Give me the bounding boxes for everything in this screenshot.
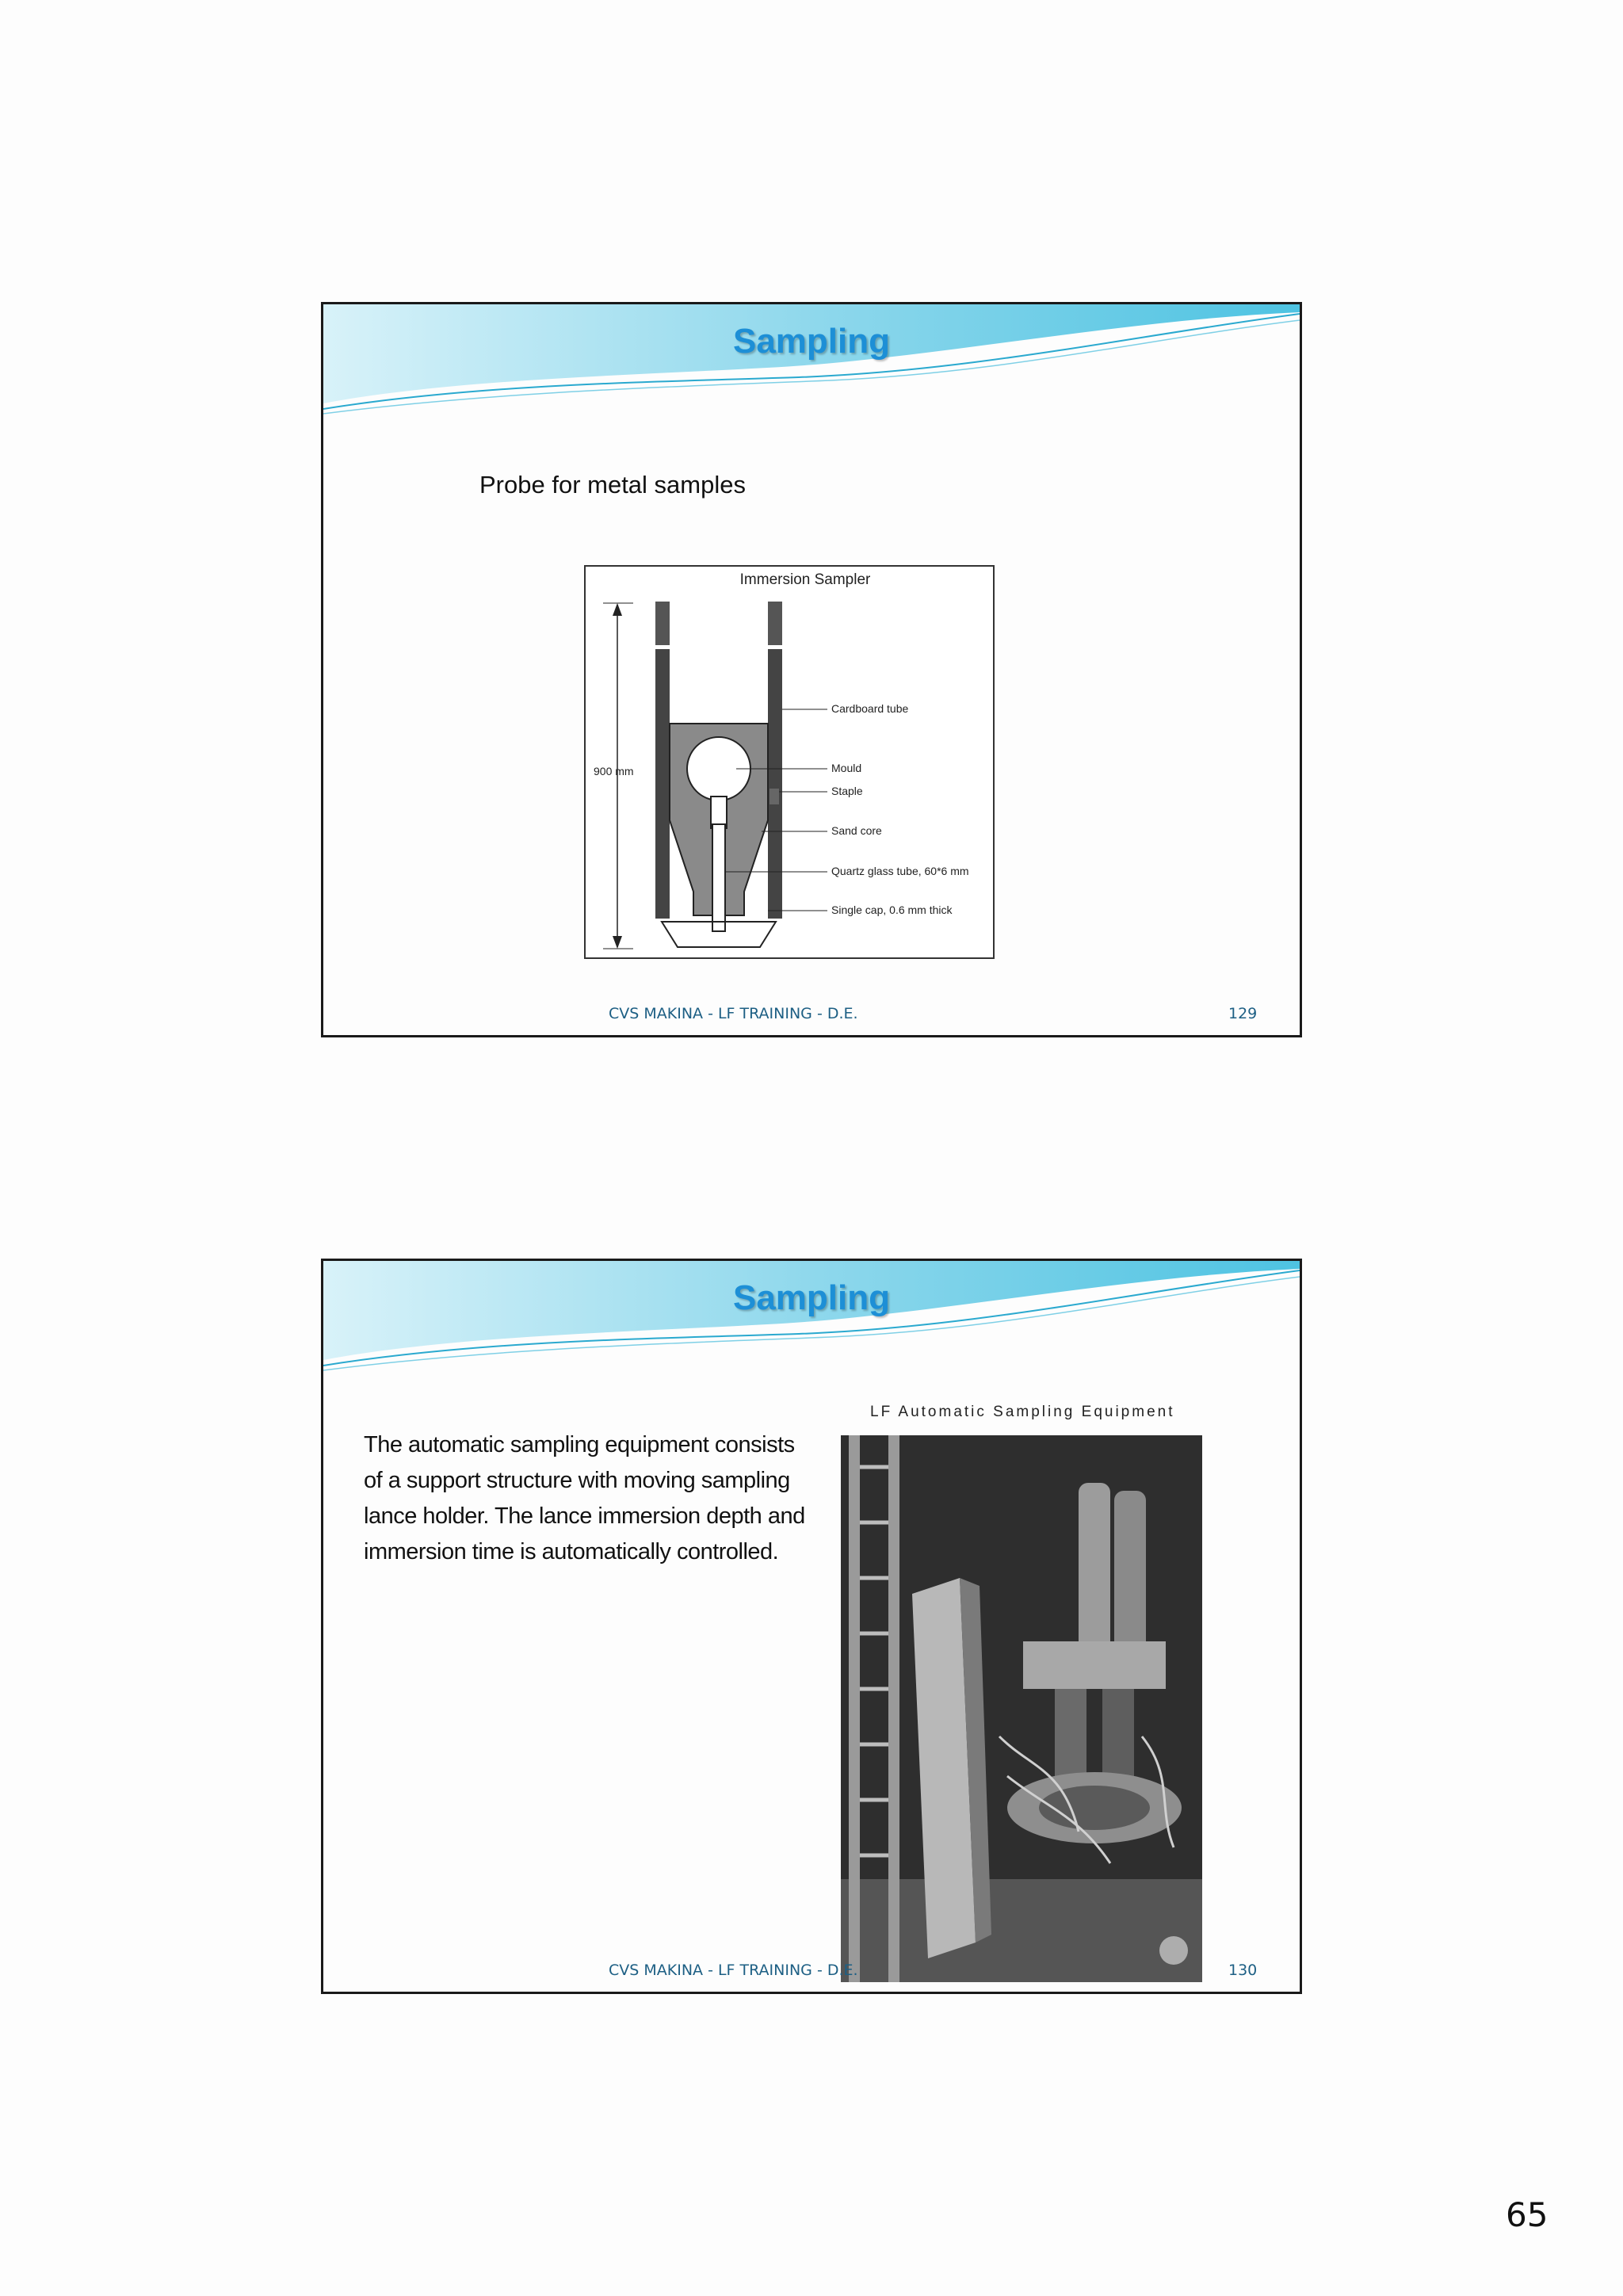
label-single-cap: Single cap, 0.6 mm thick [831, 904, 953, 916]
photo-illustration [841, 1435, 1202, 1982]
slide-body-text: The automatic sampling equipment consists of a support structure with moving sampling lance holder. The lance immersion depth and immersion time is automatically controlled. [364, 1432, 805, 1564]
slide-title: Sampling [732, 1278, 891, 1317]
slide-129 [321, 302, 1302, 1037]
slide-title: Sampling [732, 322, 891, 361]
slide-subtitle: Probe for metal samples [479, 471, 746, 499]
slide-footer: CVS MAKINA - LF TRAINING - D.E. [609, 1005, 858, 1022]
sampler-drawing [586, 567, 993, 957]
slide-number: 129 [1228, 1005, 1258, 1022]
dimension-label: 900 mm [594, 765, 634, 777]
label-cardboard-tube: Cardboard tube [831, 702, 909, 715]
label-mould: Mould [831, 762, 862, 774]
diagram-title: Immersion Sampler [739, 571, 871, 588]
label-sand-core: Sand core [831, 824, 882, 837]
label-quartz-tube: Quartz glass tube, 60*6 mm [831, 865, 969, 877]
page-number: 65 [1506, 2195, 1549, 2234]
sampling-equipment-photo [841, 1435, 1202, 1982]
photo-caption: LF Automatic Sampling Equipment [870, 1404, 1175, 1420]
slide-130 [321, 1259, 1302, 1994]
label-staple: Staple [831, 785, 863, 797]
immersion-sampler-diagram [584, 565, 995, 959]
slide-footer: CVS MAKINA - LF TRAINING - D.E. [609, 1962, 858, 1979]
slide-number: 130 [1228, 1962, 1258, 1979]
